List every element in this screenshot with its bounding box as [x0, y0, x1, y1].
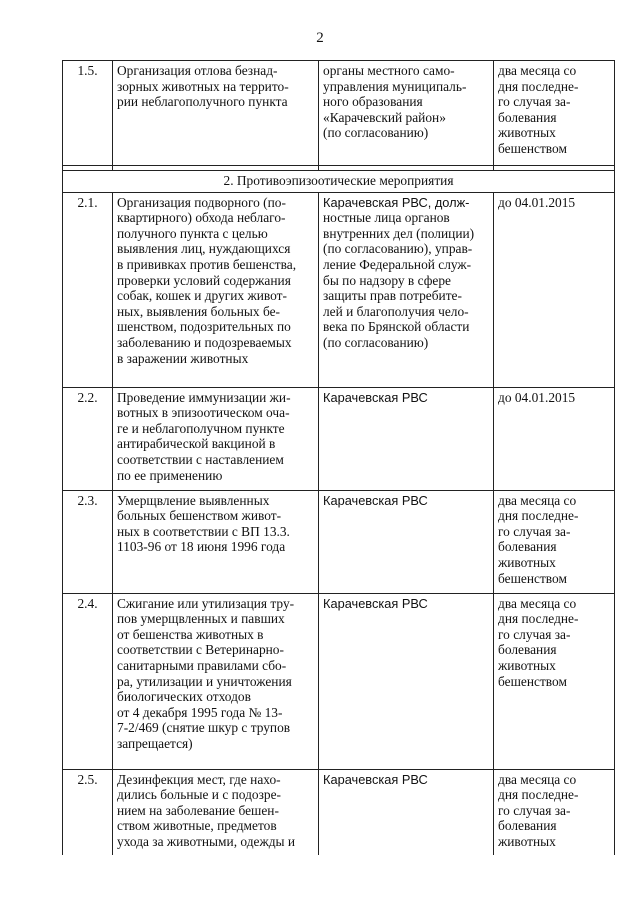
cell-line: дня последне- — [498, 787, 579, 803]
cell-line: до 04.01.2015 — [498, 194, 576, 210]
cell-line: собак, кошек и других живот- — [117, 288, 287, 304]
action-cell — [113, 192, 319, 387]
cell-line: дня последне- — [498, 78, 579, 94]
cell-line: дня последне- — [498, 611, 579, 627]
action-cell — [113, 593, 319, 769]
cell-line: животных — [498, 657, 556, 673]
cell-line: в заражении животных — [117, 350, 249, 366]
action-cell — [113, 61, 319, 166]
cell-line: запрещается) — [117, 735, 193, 751]
row-number: 2.3. — [63, 490, 113, 593]
cell-line: проверки условий содержания — [117, 272, 291, 288]
cell-line: ра, утилизации и уничтожения — [117, 673, 292, 689]
cell-line: Карачевская РВС — [323, 771, 428, 787]
cell-line: соответствии с Ветеринарно- — [117, 642, 284, 658]
responsible-cell — [319, 593, 494, 769]
cell-line: бы по надзору в сфере — [323, 272, 451, 288]
responsible-cell — [319, 769, 494, 855]
cell-line: «Карачевский район» — [323, 109, 446, 125]
cell-line: Организация подворного (по- — [117, 194, 286, 210]
row-number: 2.5. — [63, 769, 113, 855]
cell-line: ных в соответствии с ВП 13.3. — [117, 523, 290, 539]
cell-line: два месяца со — [498, 595, 577, 611]
cell-line: бешенством — [498, 140, 567, 156]
term-cell — [494, 387, 615, 490]
table-row — [63, 490, 615, 593]
row-number: 2.4. — [63, 593, 113, 769]
cell-line: ухода за животными, одежды и — [117, 833, 296, 849]
cell-line: защиты прав потребите- — [323, 288, 462, 304]
table-row — [63, 593, 615, 769]
table-row — [63, 61, 615, 166]
table-row — [63, 387, 615, 490]
cell-line: по ее применению — [117, 467, 223, 483]
cell-line: века по Брянской области — [323, 319, 470, 335]
section-header-row — [63, 171, 615, 193]
cell-line: дились больные и с подозре- — [117, 787, 281, 803]
cell-line: 7-2/469 (снятие шкур с трупов — [117, 720, 291, 736]
cell-line: Карачевская РВС, долж- — [323, 194, 470, 210]
cell-line: (по согласованию) — [323, 125, 429, 141]
row-number: 2.2. — [63, 387, 113, 490]
measures-table — [62, 60, 615, 855]
cell-line: шенством, подозрительных по — [117, 319, 291, 335]
cell-line: бешенством — [498, 673, 567, 689]
row-number: 2.1. — [63, 192, 113, 387]
cell-line: биологических отходов — [117, 689, 251, 705]
cell-line: болевания — [498, 818, 557, 834]
cell-line: соответствии с наставлением — [117, 451, 284, 467]
cell-line: вотных в эпизоотическом оча- — [117, 405, 290, 421]
cell-line: дня последне- — [498, 508, 579, 524]
cell-line: больных бешенством живот- — [117, 508, 282, 524]
cell-line: животных — [498, 554, 556, 570]
table-row — [63, 769, 615, 855]
cell-line: го случая за- — [498, 802, 571, 818]
cell-line: рии неблагополучного пункта — [117, 94, 288, 110]
cell-line: выявления лиц, нуждающихся — [117, 241, 291, 257]
cell-line: лей и благополучия чело- — [323, 303, 469, 319]
table-row — [63, 192, 615, 387]
section-title: 2. Противоэпизоотические мероприятия — [63, 171, 615, 193]
cell-line: от бешенства животных в — [117, 626, 264, 642]
cell-line: антирабической вакциной в — [117, 436, 276, 452]
cell-line: управления муниципаль- — [323, 78, 467, 94]
cell-line: го случая за- — [498, 626, 571, 642]
responsible-cell — [319, 490, 494, 593]
cell-line: зорных животных на террито- — [117, 78, 289, 94]
cell-line: (по согласованию) — [323, 334, 429, 350]
cell-line: Карачевская РВС — [323, 389, 428, 405]
cell-line: Сжигание или утилизация тру- — [117, 595, 295, 611]
cell-line: животных — [498, 125, 556, 141]
responsible-cell — [319, 61, 494, 166]
cell-line: ного образования — [323, 94, 423, 110]
cell-line: два месяца со — [498, 63, 577, 78]
cell-line: болевания — [498, 539, 557, 555]
cell-line: до 04.01.2015 — [498, 389, 576, 405]
cell-line: Умерщвление выявленных — [117, 492, 270, 508]
row-number: 1.5. — [63, 61, 113, 166]
action-cell — [113, 387, 319, 490]
term-cell — [494, 593, 615, 769]
responsible-cell — [319, 387, 494, 490]
action-cell — [113, 490, 319, 593]
cell-line: ге и неблагополучном пункте — [117, 420, 285, 436]
cell-line: нием на заболевание бешен- — [117, 802, 279, 818]
cell-line: ление Федеральной служ- — [323, 256, 472, 272]
cell-line: (по согласованию), управ- — [323, 241, 473, 257]
cell-line: ством животные, предметов — [117, 818, 277, 834]
cell-line: бешенством — [498, 570, 567, 586]
cell-line: го случая за- — [498, 94, 571, 110]
term-cell — [494, 769, 615, 855]
cell-line: органы местного само- — [323, 63, 455, 78]
cell-line: болевания — [498, 642, 557, 658]
cell-line: Организация отлова безнад- — [117, 63, 278, 78]
action-cell — [113, 769, 319, 855]
cell-line: 1103-96 от 18 июня 1996 года — [117, 539, 286, 555]
cell-line: Карачевская РВС — [323, 492, 428, 508]
cell-line: Карачевская РВС — [323, 595, 428, 611]
cell-line: заболеванию и подозреваемых — [117, 334, 292, 350]
cell-line: Дезинфекция мест, где нахо- — [117, 771, 281, 787]
term-cell — [494, 192, 615, 387]
term-cell — [494, 61, 615, 166]
cell-line: животных — [498, 833, 556, 849]
cell-line: болевания — [498, 109, 557, 125]
page-number: 2 — [316, 30, 324, 46]
cell-line: внутренних дел (полиции) — [323, 225, 475, 241]
cell-line: два месяца со — [498, 771, 577, 787]
responsible-cell — [319, 192, 494, 387]
cell-line: получного пункта с целью — [117, 225, 268, 241]
cell-line: два месяца со — [498, 492, 577, 508]
cell-line: в прививках против бешенства, — [117, 256, 297, 272]
cell-line: Проведение иммунизации жи- — [117, 389, 291, 405]
term-cell — [494, 490, 615, 593]
cell-line: санитарными правилами сбо- — [117, 657, 287, 673]
cell-line: квартирного) обхода неблаго- — [117, 210, 286, 226]
cell-line: от 4 декабря 1995 года № 13- — [117, 704, 283, 720]
cell-line: ных, выявления больных бе- — [117, 303, 281, 319]
cell-line: ностные лица органов — [323, 210, 450, 226]
cell-line: го случая за- — [498, 523, 571, 539]
cell-line: пов умерщвленных и павших — [117, 611, 285, 627]
